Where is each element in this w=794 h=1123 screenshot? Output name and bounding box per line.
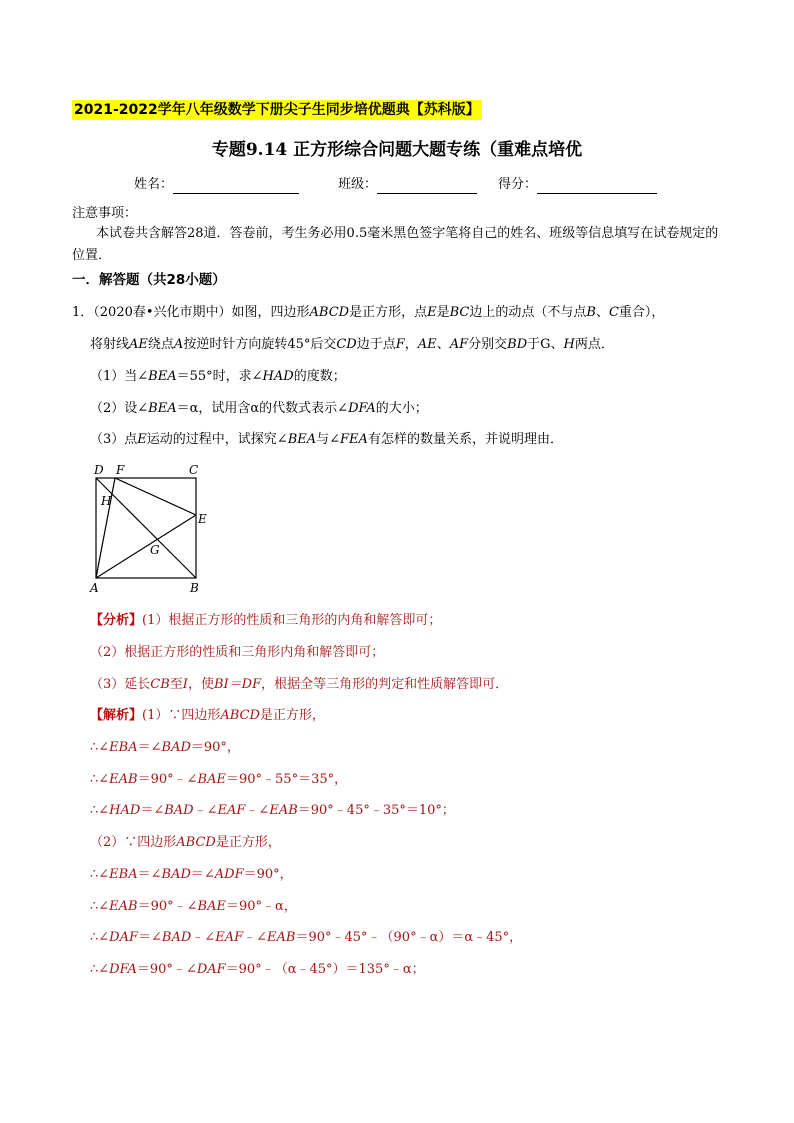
label-e: E	[198, 512, 207, 526]
analysis-line-2: （2）根据正方形的性质和三角形内角和解答即可；	[90, 645, 385, 660]
question-line-1: 1．（2020春•兴化市期中）如图，四边形ABCD是正方形，点E是BC边上的动点（不与点B、C重合），	[72, 305, 665, 320]
analysis-line-3: （3）延长CB至I，使BI＝DF，根据全等三角形的判定和性质解答即可．	[90, 677, 509, 692]
segment-af	[96, 478, 115, 578]
solution-line-4: ∴∠HAD＝∠BAD﹣∠EAF﹣∠EAB＝90°﹣45°﹣35°＝10°；	[90, 803, 455, 818]
name-field[interactable]	[134, 176, 299, 194]
label-g: G	[150, 543, 160, 557]
class-field[interactable]	[338, 176, 477, 194]
analysis-line-1: 【分析】(1）根据正方形的性质和三角形的内角和解答即可；	[90, 613, 442, 628]
solution-line-2: ∴∠EBA＝∠BAD＝90°，	[90, 740, 240, 755]
solution-line-5: （2）∵四边形ABCD是正方形，	[90, 835, 281, 850]
label-b: B	[190, 581, 199, 595]
solution-line-8: ∴∠DAF＝∠BAD﹣∠EAF﹣∠EAB＝90°﹣45°﹣（90°﹣α）＝α﹣45°，	[90, 930, 523, 945]
diagonal-bd	[96, 478, 196, 578]
question-part-2: （2）设∠BEA＝α，试用含α的代数式表示∠DFA的大小；	[90, 401, 428, 416]
solution-line-6: ∴∠EBA＝∠BAD＝∠ADF＝90°，	[90, 867, 293, 882]
label-c: C	[189, 463, 199, 477]
name-label: 姓名：	[134, 177, 174, 192]
analysis-tag: 【分析】	[90, 613, 143, 628]
segment-ae	[96, 515, 196, 578]
notes-text: 本试卷共含解答28道．答卷前，考生务必用0.5毫米黑色签字笔将自己的姓名、班级等信息填写在试卷规定的位置．	[72, 226, 719, 263]
score-label: 得分：	[498, 177, 538, 192]
page-title: 专题9.14 正方形综合问题大题专练（重难点培优	[211, 140, 583, 160]
score-blank[interactable]	[537, 179, 657, 194]
class-blank[interactable]	[377, 179, 477, 194]
solution-line-3: ∴∠EAB＝90°﹣∠BAE＝90°﹣55°＝35°，	[90, 772, 348, 787]
solution-line-1: 【解析】(1）∵四边形ABCD是正方形，	[90, 708, 325, 723]
square-figure	[86, 458, 226, 598]
label-h: H	[101, 494, 112, 508]
solution-tag: 【解析】	[90, 708, 143, 723]
question-part-1: （1）当∠BEA＝55°时，求∠HAD的度数；	[90, 369, 346, 384]
class-label: 班级：	[338, 177, 378, 192]
header-band: 2021-2022学年八年级数学下册尖子生同步培优题典【苏科版】	[74, 102, 480, 118]
label-d: D	[94, 463, 104, 477]
notes-label: 注意事项：	[72, 206, 138, 221]
section-heading: 一．解答题（共28小题）	[72, 272, 226, 288]
name-blank[interactable]	[173, 179, 299, 194]
label-f: F	[116, 463, 125, 477]
question-line-2: 将射线AE绕点A按逆时针方向旋转45°后交CD边于点F，AE、AF分别交BD于G、H两点．	[90, 337, 614, 352]
solution-line-9: ∴∠DFA＝90°﹣∠DAF＝90°﹣（α﹣45°）＝135°﹣α；	[90, 962, 425, 977]
label-a: A	[90, 581, 99, 595]
solution-line-7: ∴∠EAB＝90°﹣∠BAE＝90°﹣α，	[90, 899, 297, 914]
score-field[interactable]	[498, 176, 657, 194]
question-part-3: （3）点E运动的过程中，试探究∠BEA与∠FEA有怎样的数量关系，并说明理由．	[90, 432, 563, 447]
